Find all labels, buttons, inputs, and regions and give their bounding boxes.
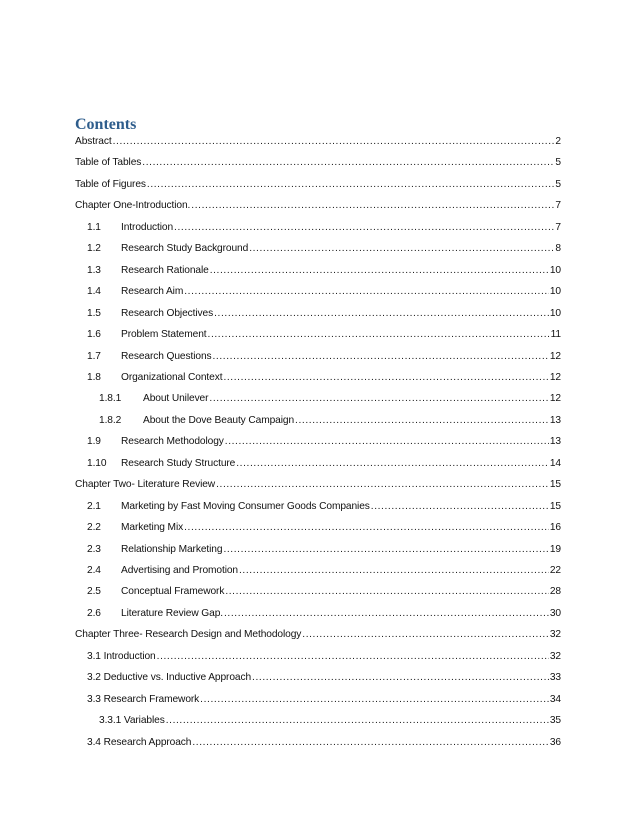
toc-entry[interactable]	[99, 391, 561, 405]
toc-entry-title: Research Aim	[121, 286, 184, 298]
toc-entry-title: 3.2 Deductive vs. Inductive Approach	[87, 672, 252, 684]
toc-entry-number: 2.4	[87, 565, 101, 576]
toc-entry-title: Conceptual Framework	[121, 586, 225, 598]
toc-entry-page-number: 15	[549, 479, 561, 491]
toc-entry-page-number: 12	[549, 350, 561, 362]
toc-entry[interactable]	[87, 327, 561, 341]
toc-entry-page-number: 7	[555, 200, 561, 212]
toc-entry-page-number: 14	[549, 457, 561, 469]
toc-entry-title: Abstract	[75, 136, 112, 147]
toc-entry-number: 1.8	[87, 371, 101, 383]
toc-entry[interactable]	[87, 584, 561, 598]
toc-entry-number: 2.3	[87, 543, 101, 555]
toc-entry-page-number: 33	[549, 672, 561, 684]
toc-dot-leader	[223, 372, 548, 384]
toc-dot-leader	[192, 737, 548, 749]
toc-dot-leader	[236, 458, 549, 470]
toc-entry-page-number: 12	[549, 371, 561, 383]
toc-entry[interactable]	[75, 134, 561, 148]
toc-entry-page-number: 34	[549, 693, 561, 705]
toc-entry-number: 2.6	[87, 607, 101, 619]
toc-entry-number: 2.1	[87, 500, 101, 512]
toc-entry-title: Chapter Three- Research Design and Methodology	[75, 629, 302, 641]
toc-dot-leader	[249, 243, 554, 255]
toc-entry-number: 2.5	[87, 586, 101, 598]
toc-entry-title: Table of Figures	[75, 178, 146, 190]
toc-entry-number: 2.2	[87, 522, 101, 534]
toc-entry[interactable]	[99, 713, 561, 727]
toc-entry-number: 1.4	[87, 286, 101, 298]
toc-entry-number: 1.9	[87, 436, 101, 448]
toc-entry-page-number: 11	[550, 329, 561, 341]
toc-dot-leader	[223, 544, 548, 556]
toc-entry[interactable]	[87, 563, 561, 577]
toc-entry-number: 1.5	[87, 307, 101, 319]
toc-entry-title: Literature Review Gap.	[121, 607, 223, 619]
toc-entry[interactable]	[87, 606, 561, 620]
toc-entry-number: 1.7	[87, 350, 101, 362]
toc-entry[interactable]	[75, 155, 561, 169]
toc-entry-page-number: 10	[549, 264, 561, 276]
toc-entry-page-number: 12	[549, 393, 561, 405]
toc-entry-page-number: 13	[549, 436, 561, 448]
toc-entry[interactable]	[87, 306, 561, 320]
toc-entry-title: Research Study Background	[121, 243, 249, 255]
toc-entry[interactable]	[87, 370, 561, 384]
toc-entry[interactable]	[75, 198, 561, 212]
toc-dot-leader	[166, 715, 549, 727]
toc-entry-number: 1.10	[87, 457, 107, 469]
toc-dot-leader	[252, 672, 549, 684]
toc-entry-title: 3.3 Research Framework	[87, 693, 200, 705]
toc-dot-leader	[302, 629, 549, 641]
toc-entry-number: 1.3	[87, 264, 101, 276]
toc-dot-leader	[208, 329, 550, 341]
toc-entry[interactable]	[87, 241, 561, 255]
toc-heading: Contents	[75, 116, 137, 133]
toc-entry-page-number: 32	[549, 629, 561, 641]
toc-dot-leader	[157, 651, 549, 663]
toc-entry[interactable]	[87, 692, 561, 706]
toc-entry[interactable]	[87, 263, 561, 277]
toc-entry-title: Organizational Context	[121, 371, 223, 383]
toc-entry[interactable]	[87, 220, 561, 234]
toc-dot-leader	[191, 200, 554, 212]
toc-dot-leader	[142, 157, 554, 169]
toc-entry-title: Advertising and Promotion	[121, 565, 238, 576]
toc-entry-number: 1.8.2	[99, 414, 122, 426]
toc-entry-title: Problem Statement	[121, 329, 207, 341]
toc-entry-title: Chapter Two- Literature Review	[75, 479, 216, 491]
toc-entry-page-number: 8	[555, 243, 561, 255]
toc-entry[interactable]	[87, 349, 561, 363]
toc-entry[interactable]	[75, 627, 561, 641]
toc-dot-leader	[184, 522, 549, 534]
toc-entry-page-number: 5	[555, 178, 561, 190]
toc-dot-leader	[216, 479, 549, 491]
toc-dot-leader	[174, 222, 554, 234]
toc-entry-title: 3.1 Introduction	[87, 650, 156, 662]
toc-entry-number: 1.6	[87, 329, 101, 341]
toc-dot-leader	[213, 351, 549, 363]
toc-entry[interactable]	[87, 649, 561, 663]
toc-entry-title: Relationship Marketing	[121, 543, 223, 555]
toc-entry-number: 1.8.1	[99, 393, 122, 405]
toc-entry-page-number: 32	[549, 650, 561, 662]
toc-entry-title: Research Study Structure	[121, 457, 236, 469]
toc-entry-title: Research Methodology	[121, 436, 224, 448]
toc-entry-page-number: 28	[549, 586, 561, 598]
toc-entry-title: Table of Tables	[75, 157, 142, 169]
toc-entry[interactable]	[87, 735, 561, 749]
toc-entry[interactable]	[75, 477, 561, 491]
toc-dot-leader	[147, 179, 555, 191]
toc-dot-leader	[200, 694, 549, 706]
toc-entry-number: 1.2	[87, 243, 101, 255]
toc-dot-leader	[210, 265, 549, 277]
toc-dot-leader	[371, 501, 549, 513]
toc-entry-title: About the Dove Beauty Campaign	[143, 414, 295, 426]
toc-entry-title: Research Rationale	[121, 264, 209, 276]
toc-entry-page-number: 35	[549, 715, 561, 727]
toc-entry[interactable]	[87, 434, 561, 448]
toc-entry-page-number: 5	[555, 157, 561, 169]
toc-entry[interactable]	[99, 413, 561, 427]
toc-entry-title: Introduction	[121, 221, 174, 233]
toc-entry-page-number: 16	[549, 522, 561, 534]
toc-entry-page-number: 30	[549, 607, 561, 619]
toc-dot-leader	[225, 436, 549, 448]
toc-dot-leader	[224, 608, 549, 620]
toc-dot-leader	[184, 286, 549, 298]
toc-entry-title: Marketing by Fast Moving Consumer Goods Companies	[121, 500, 370, 512]
toc-entry[interactable]	[87, 542, 561, 556]
toc-entry-page-number: 2	[555, 136, 561, 147]
toc-dot-leader	[225, 586, 549, 598]
toc-entry-page-number: 10	[549, 286, 561, 298]
toc-entry-title: Marketing Mix	[121, 522, 184, 534]
toc-entry-title: Research Questions	[121, 350, 212, 362]
toc-dot-leader	[239, 565, 549, 577]
toc-dot-leader	[214, 308, 549, 320]
toc-dot-leader	[295, 415, 549, 427]
toc-entry-title: Chapter One-Introduction.	[75, 200, 191, 212]
toc-entry[interactable]	[87, 456, 561, 470]
toc-entry-number: 1.1	[87, 221, 101, 233]
toc-dot-leader	[113, 136, 555, 148]
toc-entry-page-number: 10	[549, 307, 561, 319]
toc-entry-title: 3.4 Research Approach	[87, 736, 192, 748]
toc-dot-leader	[209, 393, 548, 405]
toc-entry-title: 3.3.1 Variables	[99, 715, 165, 727]
toc-entry[interactable]	[87, 499, 561, 513]
toc-entry-page-number: 13	[549, 414, 561, 426]
toc-entry[interactable]	[75, 177, 561, 191]
toc-entry[interactable]	[87, 520, 561, 534]
toc-entry-page-number: 7	[555, 221, 561, 233]
toc-entry-page-number: 22	[549, 565, 561, 576]
toc-entry[interactable]	[87, 284, 561, 298]
toc-entry-title: About Unilever	[143, 393, 209, 405]
toc-entry[interactable]	[87, 670, 561, 684]
toc-entry-title: Research Objectives	[121, 307, 214, 319]
toc-entry-page-number: 15	[549, 500, 561, 512]
toc-entry-page-number: 19	[549, 543, 561, 555]
toc-entry-page-number: 36	[549, 736, 561, 748]
